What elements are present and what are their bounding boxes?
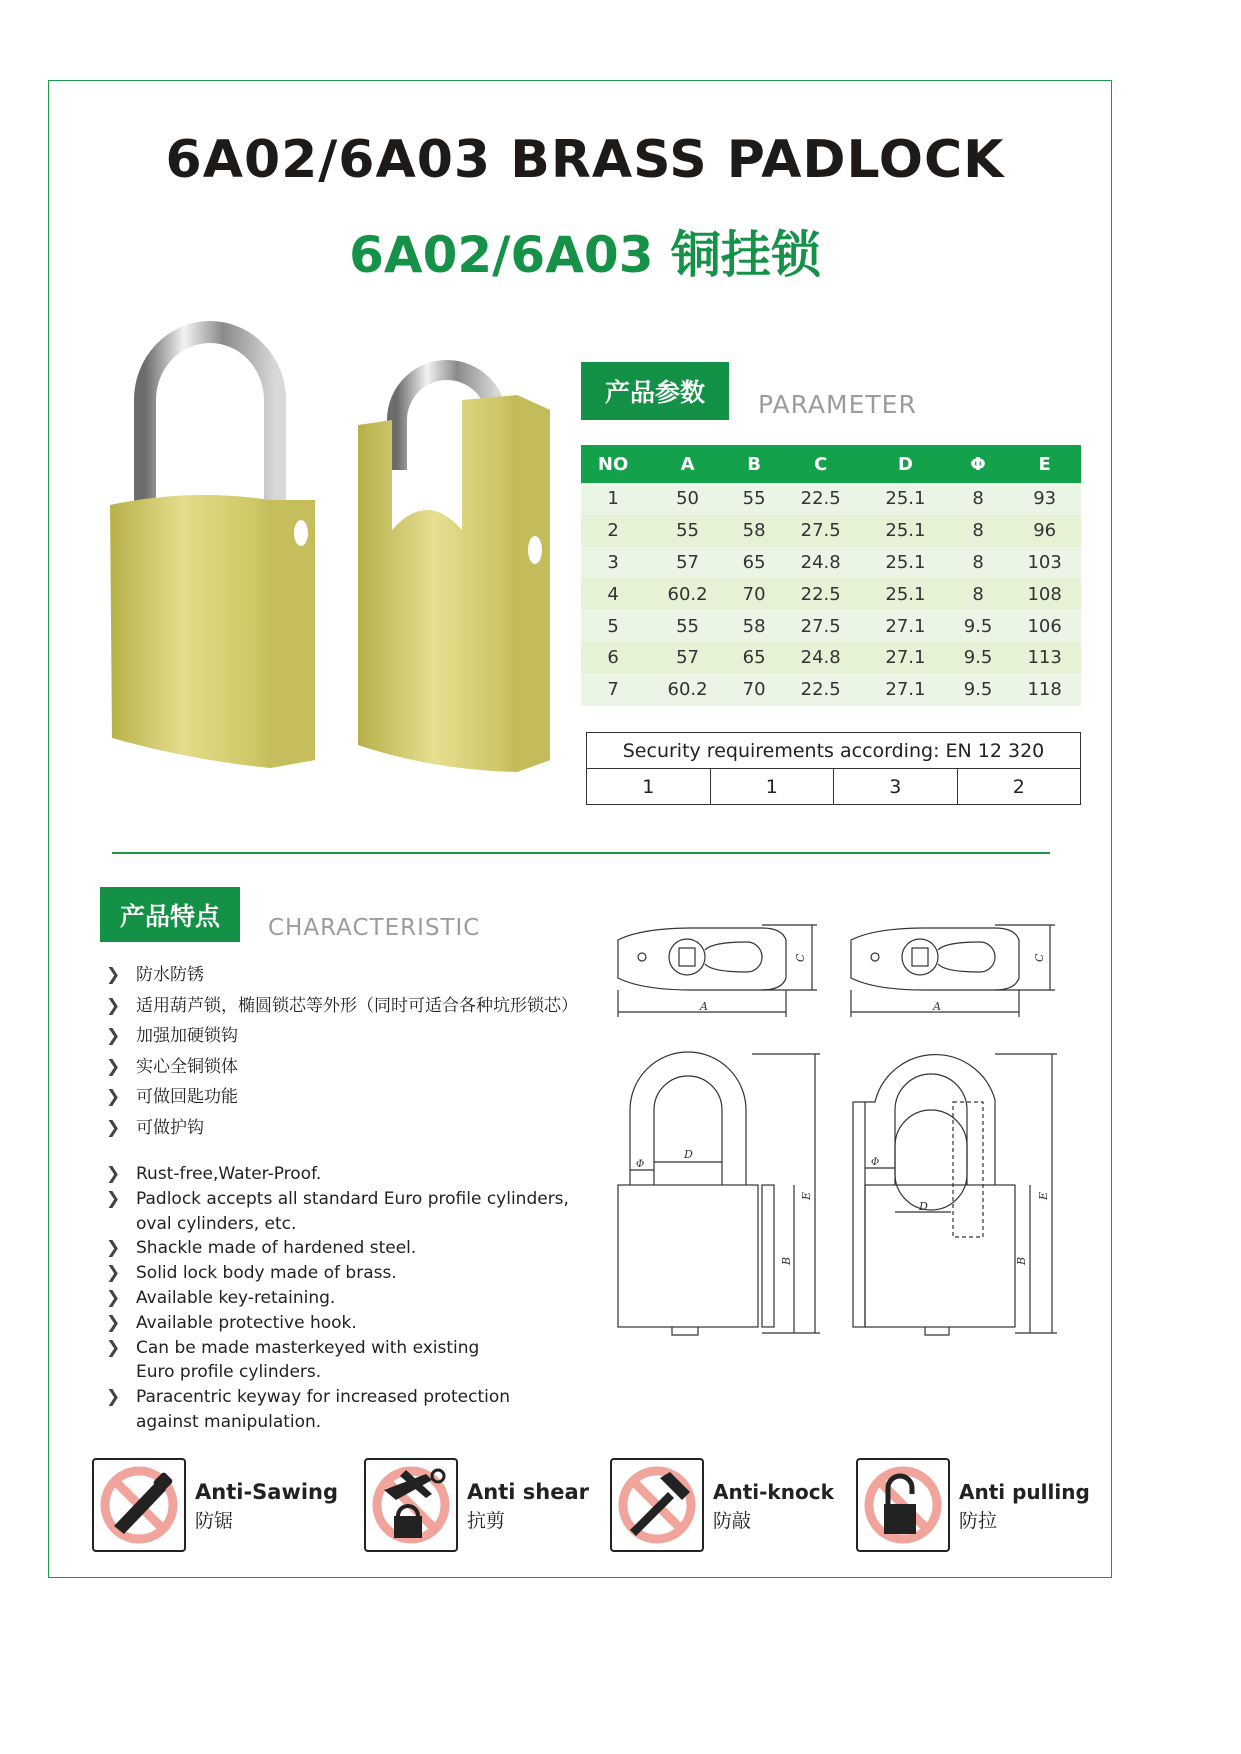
security-table [586,732,1081,805]
bullet-icon: ❯ [106,1337,121,1358]
cell: 55 [730,483,778,515]
feature-title-en: Anti pulling [959,1480,1090,1504]
cell: 27.1 [863,642,948,674]
cell: 22.5 [778,483,863,515]
security-value: 2 [957,769,1081,805]
dim-label-c: C [794,953,807,962]
cell: 9.5 [948,610,1009,642]
hammer-prohibited-icon [610,1458,704,1552]
cell: 8 [948,483,1009,515]
header-c: C [778,445,863,483]
title-english: 6A02/6A03 BRASS PADLOCK [165,130,1005,190]
pull-prohibited-icon [856,1458,950,1552]
cell: 27.5 [778,515,863,547]
header-a: A [645,445,730,483]
cell: 8 [948,578,1009,610]
list-item: ❯ Paracentric keyway for increased protection against manipulation. [106,1387,511,1432]
technical-drawing-front-left [612,1050,827,1345]
table-row [581,642,1081,674]
saw-prohibited-icon [92,1458,186,1552]
bullet-icon: ❯ [106,1287,121,1308]
cell: 9.5 [948,642,1009,674]
section-divider [112,852,1050,854]
padlock-photo-shrouded [352,360,562,780]
cell: 57 [645,547,730,579]
cell: 70 [730,578,778,610]
dim-label-phi: Φ [636,1159,645,1170]
cell: 55 [645,610,730,642]
cell: 50 [645,483,730,515]
list-item: ❯ 适用葫芦锁，椭圆锁芯等外形（同时可适合各种坑形锁芯） [106,991,578,1022]
bullet-icon: ❯ [106,1026,121,1046]
cell: 27.5 [778,610,863,642]
cell: 4 [581,578,645,610]
cell: 60.2 [645,674,730,706]
table-row [581,578,1081,610]
cell: 8 [948,515,1009,547]
characteristic-subtitle: CHARACTERISTIC [268,915,481,941]
bullet-icon: ❯ [106,1056,121,1077]
cell: 24.8 [778,547,863,579]
table-row [581,547,1081,579]
bullet-icon: ❯ [106,1188,121,1209]
cell: 55 [645,515,730,547]
cell: 5 [581,610,645,642]
characteristics-cn-list [106,960,578,1143]
technical-drawing-front-right [845,1050,1060,1345]
cell: 25.1 [863,483,948,515]
cell: 8 [948,547,1009,579]
dim-label-b: B [780,1256,793,1265]
cell: 3 [581,547,645,579]
list-item: ❯ 可做护钩 [106,1113,578,1144]
cell: 65 [730,642,778,674]
list-item: ❯ Shackle made of hardened steel. [106,1236,569,1261]
security-value: 1 [587,769,711,805]
dim-label-d: D [684,1148,693,1161]
header-no: NO [581,445,645,483]
feature-title-cn: 防拉 [959,1510,998,1532]
cell: 60.2 [645,578,730,610]
feature-title-cn: 防敲 [713,1510,752,1532]
cell: 65 [730,547,778,579]
bullet-icon: ❯ [106,1164,121,1184]
cell: 93 [1008,483,1081,515]
cell: 1 [581,483,645,515]
list-item: ❯ 加强加硬锁钩 [106,1021,578,1052]
header-d: D [863,445,948,483]
cell: 24.8 [778,642,863,674]
parameter-header-row [581,445,1081,483]
list-item: ❯ Padlock accepts all standard Euro profile cylinders, oval cylinders, etc. [106,1188,569,1234]
characteristics-en-list [106,1162,569,1435]
bullet-icon: ❯ [106,1238,121,1259]
bullet-icon: ❯ [106,965,121,985]
list-item: ❯ Solid lock body made of brass. [106,1261,569,1286]
cell: 7 [581,674,645,706]
technical-drawing-top-left [612,920,832,1020]
header-b: B [730,445,778,483]
cell: 106 [1008,610,1081,642]
cell: 6 [581,642,645,674]
bullet-icon: ❯ [106,995,121,1016]
bullet-icon: ❯ [106,1387,121,1408]
feature-title-cn: 防锯 [195,1510,234,1532]
title-chinese: 6A02/6A03 铜挂锁 [349,226,821,284]
bullet-icon: ❯ [106,1263,121,1284]
cell: 118 [1008,674,1081,706]
padlock-photo-open [100,320,330,780]
feature-title-cn: 抗剪 [467,1510,506,1532]
bullet-icon: ❯ [106,1087,121,1107]
dim-label-phi: Φ [871,1157,880,1168]
cell: 25.1 [863,578,948,610]
dim-label-a: A [933,1000,941,1013]
list-item: ❯ Available key-retaining. [106,1286,569,1311]
cell: 58 [730,515,778,547]
list-item: ❯ 实心全铜锁体 [106,1052,578,1083]
cell: 113 [1008,642,1081,674]
parameter-subtitle: PARAMETER [758,390,917,419]
security-value: 3 [834,769,958,805]
feature-title-en: Anti-knock [713,1480,834,1504]
shear-prohibited-icon [364,1458,458,1552]
cell: 27.1 [863,674,948,706]
technical-drawing-top-right [845,920,1065,1020]
header-phi: Φ [948,445,1009,483]
table-row [581,515,1081,547]
security-heading: Security requirements according: EN 12 320 [587,733,1081,769]
feature-title-en: Anti shear [467,1480,589,1504]
parameter-table [581,445,1081,706]
dim-label-b: B [1015,1256,1028,1265]
dim-label-c: C [1033,953,1046,962]
cell: 22.5 [778,674,863,706]
cell: 96 [1008,515,1081,547]
list-item: ❯ Rust-free,Water-Proof. [106,1162,569,1187]
header-e: E [1008,445,1081,483]
bullet-icon: ❯ [106,1117,121,1138]
feature-title-en: Anti-Sawing [195,1480,339,1504]
bullet-icon: ❯ [106,1312,121,1333]
characteristic-tag: 产品特点 [100,887,240,942]
cell: 25.1 [863,515,948,547]
table-row [581,674,1081,706]
cell: 22.5 [778,578,863,610]
cell: 108 [1008,578,1081,610]
cell: 103 [1008,547,1081,579]
dim-label-d: D [919,1200,928,1213]
table-row [581,483,1081,515]
dim-label-e: E [800,1191,813,1200]
cell: 70 [730,674,778,706]
list-item: ❯ Can be made masterkeyed with existing Euro profile cylinders. [106,1337,480,1383]
table-row [581,610,1081,642]
cell: 25.1 [863,547,948,579]
cell: 57 [645,642,730,674]
parameter-tag: 产品参数 [581,362,729,420]
cell: 2 [581,515,645,547]
list-item: ❯ 可做回匙功能 [106,1082,578,1113]
list-item: ❯ 防水防锈 [106,960,578,991]
dim-label-a: A [700,1000,708,1013]
security-value: 1 [710,769,834,805]
cell: 9.5 [948,674,1009,706]
dim-label-e: E [1037,1191,1050,1200]
cell: 58 [730,610,778,642]
cell: 27.1 [863,610,948,642]
list-item: ❯ Available protective hook. [106,1311,569,1336]
